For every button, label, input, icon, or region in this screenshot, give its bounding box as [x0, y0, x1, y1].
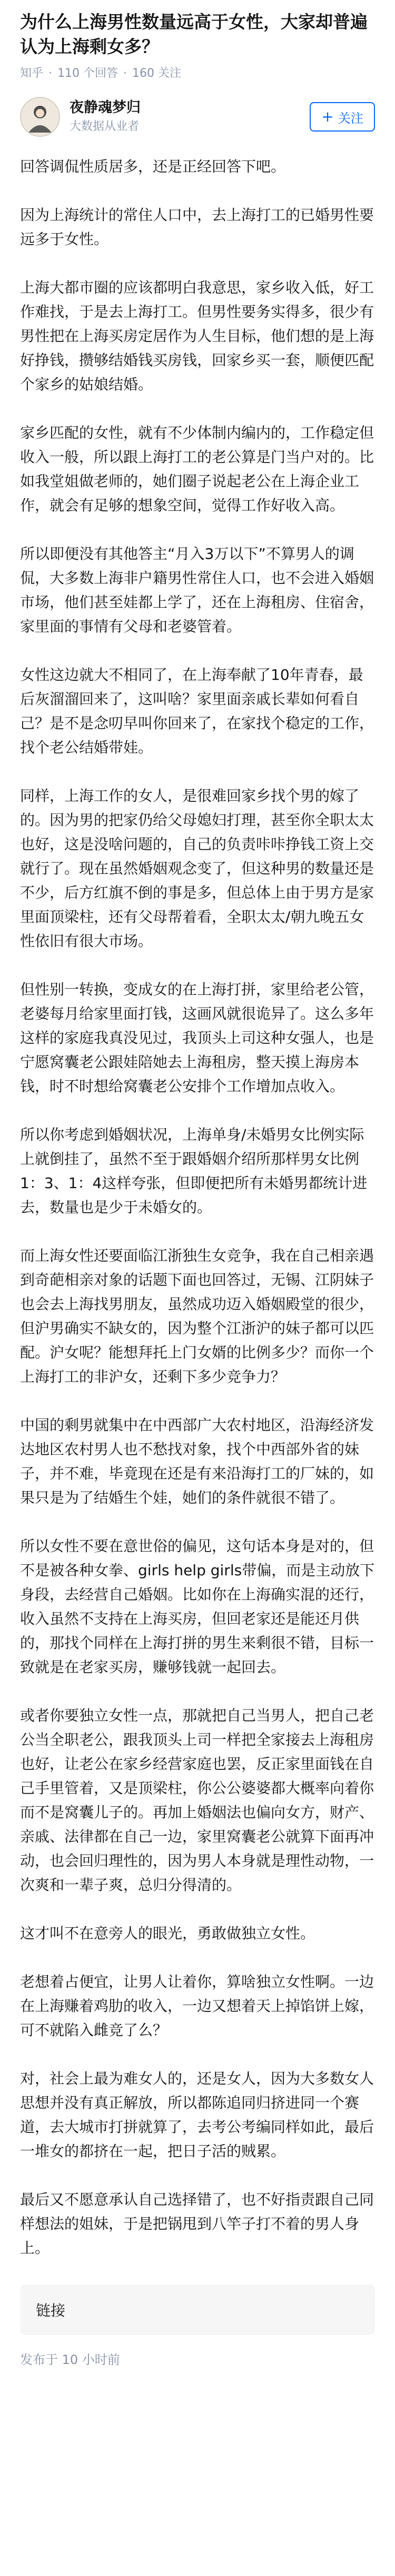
answer-paragraph: 或者你要独立女性一点，那就把自己当男人，把自己老公当全职老公，跟我顶头上司一样把全家接去上海租房也好，让老公在家乡经营家庭也罢，反正家里面钱在自己手里管着，又是顶梁柱，你公公婆婆都大概率向着你而不是窝囊儿子的。再加上婚姻法也偏向女方，财产、亲戚、法律都在自己一边，家里窝囊老公就算下面再冲动，也会回归理性的，因为男人本身就是理性动物，一次爽和一辈子爽，总归分得清的。 — [20, 1707, 374, 1894]
plus-icon: + — [321, 108, 334, 125]
answer-paragraph: 中国的剩男就集中在中西部广大农村地区，沿海经济发达地区农村男人也不愁找对象，找个中西部外省的妹子，并不难，毕竟现在还是有来沿海打工的厂妹的，如果只是为了结婚生个娃，她们的条件就很不错了。 — [20, 1416, 374, 1506]
link-card-label: 链接 — [36, 2302, 66, 2319]
avatar-illustration-icon — [21, 98, 59, 136]
answers-count[interactable]: 110 个回答 — [57, 67, 118, 80]
answer-paragraph: 这才叫不在意旁人的眼光，勇敢做独立女性。 — [20, 1925, 315, 1942]
author-bio: 大数据从业者 — [70, 120, 140, 133]
question-meta — [20, 65, 375, 82]
answer-paragraph: 同样，上海工作的女人，是很难回家乡找个男的嫁了的。因为男的把家仍给父母媳妇打理，甚至你全职太太也好，这是没啥问题的，自己的负责咔咔挣钱工资上交就行了。现在虽然婚姻观念变了，但这种男的数量还是不少，后方红旗不倒的事是多，但总体上由于男方是家里面顶梁柱，还有父母帮着看，全职太太/朝九晚五女性依旧有很大市场。 — [20, 787, 374, 950]
question-title[interactable]: 为什么上海男性数量远高于女性，大家却普遍认为上海剩女多？ — [20, 12, 368, 57]
follow-button[interactable] — [310, 102, 375, 132]
answer-paragraph: 对，社会上最为难女人的，还是女人，因为大多数女人思想并没有真正解放，所以都陈追同归挤进同一个赛道，去大城市打拼就算了，去考公考编同样如此，最后一堆女的都挤在一起，把日子活的贼累。 — [20, 2070, 374, 2160]
author-info — [70, 98, 310, 135]
answer-content — [20, 155, 375, 2369]
meta-separator: · — [123, 67, 127, 80]
answer-paragraph: 所以即便没有其他答主“月入3万以下”不算男人的调侃，大多数上海非户籍男性常住人口，也不会进入婚姻市场，他们甚至娃都上学了，还在上海租房、住宿舍，家里面的事情有父母和老婆管着。 — [20, 545, 374, 635]
answer-paragraph: 老想着占便宜，让男人让着你，算啥独立女性啊。一边在上海赚着鸡肋的收入，一边又想着天上掉馅饼上嫁，可不就陷入雌竞了么？ — [20, 1973, 374, 2039]
author-row — [20, 97, 375, 137]
source-label: 知乎 — [20, 67, 44, 80]
answer-paragraph: 所以你考虑到婚姻状况，上海单身/未婚男女比例实际上就倒挂了，虽然不至于跟婚姻介绍所那样男女比例1：3、1：4这样夸张，但即便把所有未婚男都统计进去，数量也是少于未婚女的。 — [20, 1126, 368, 1216]
avatar[interactable] — [20, 97, 60, 137]
answer-paragraph: 女性这边就大不相同了，在上海奉献了10年青春，最后灰溜溜回来了，这叫啥？家里面亲戚长辈如何看自己？是不是念叨早叫你回来了，在家找个稳定的工作，找个老公结婚带娃。 — [20, 666, 374, 756]
answer-paragraph: 家乡匹配的女性，就有不少体制内编内的，工作稳定但收入一般，所以跟上海打工的老公算是门当户对的。比如我堂姐做老师的，她们圈子说起老公在上海企业工作，就会有足够的想象空间，觉得工作好收入高。 — [20, 424, 374, 514]
edited-time: 发布于 10 小时前 — [20, 2352, 120, 2367]
answer-paragraph: 但性别一转换，变成女的在上海打拼，家里给老公管，老婆每月给家里面打钱，这画风就很诡异了。这么多年这样的家庭我真没见过，我顶头上司这种女强人，也是宁愿窝囊老公跟娃陪她去上海租房，整天摸上海房本钱，时不时想给窝囊老公安排个工作增加点收入。 — [20, 981, 374, 1095]
followers-count[interactable]: 160 关注 — [132, 67, 182, 80]
meta-separator: · — [48, 67, 53, 80]
answer-paragraph: 因为上海统计的常住人口中，去上海打工的已婚男性要远多于女性。 — [20, 206, 374, 248]
link-card[interactable] — [20, 2285, 375, 2335]
author-name[interactable]: 夜静魂梦归 — [70, 99, 141, 116]
follow-label: 关注 — [338, 110, 363, 126]
answer-paragraph: 最后又不愿意承认自己选择错了，也不好指责跟自己同样想法的姐妹，于是把锅甩到八竿子打不着的男人身上。 — [20, 2191, 374, 2257]
answer-paragraph: 所以女性不要在意世俗的偏见，这句话本身是对的，但不是被各种女拳、girls help girls带偏，而是主动放下身段，去经营自己婚姻。比如你在上海确实混的还行，收入虽然不支持在上海买房，但回老家还是能还月供的，那找个同样在上海打拼的男生来剩很不错，目标一致就是在老家买房，赚够钱就一起回去。 — [20, 1537, 375, 1676]
answer-paragraph: 回答调侃性质居多，还是正经回答下吧。 — [20, 158, 286, 175]
answer-paragraph: 上海大都市圈的应该都明白我意思，家乡收入低，好工作难找，于是去上海打工。但男性要务实得多，很少有男性把在上海买房定居作为人生目标，他们想的是上海好挣钱，攒够结婚钱买房钱，回家乡买一套，顺便匹配个家乡的姑娘结婚。 — [20, 279, 374, 393]
answer-paragraph: 而上海女性还要面临江浙独生女竞争，我在自己相亲遇到奇葩相亲对象的话题下面也回答过，无锡、江阴妹子也会去上海找男朋友，虽然成功迈入婚姻殿堂的很少，但沪男确实不缺女的，因为整个江浙沪的妹子都可以匹配。沪女呢？能想拜托上门女婿的比例多少？而你一个上海打工的非沪女，还剩下多少竞争力？ — [20, 1247, 374, 1385]
